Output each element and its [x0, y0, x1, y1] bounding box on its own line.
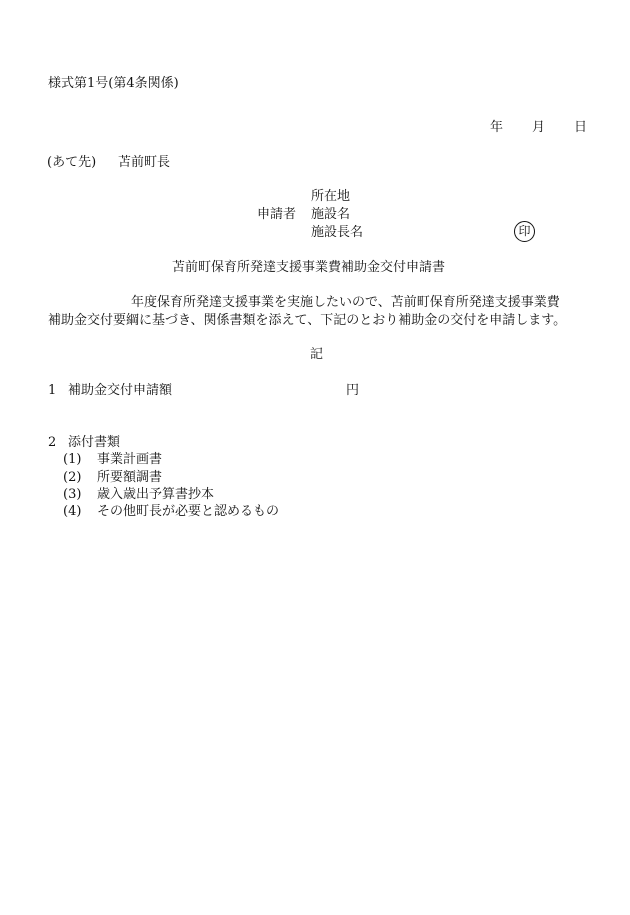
form-number: 様式第1号(第4条関係) — [48, 76, 179, 91]
applicant-facility-name-label: 施設名 — [311, 207, 351, 222]
applicant-location-label: 所在地 — [311, 189, 351, 204]
item-1-unit: 円 — [346, 383, 360, 398]
addressee-name: 苫前町長 — [118, 155, 171, 170]
body-text-line-1: 年度保育所発達支援事業を実施したいので、苫前町保育所発達支援事業費 — [131, 295, 560, 310]
attachment-1-number: (1) — [63, 452, 82, 467]
attachment-3-number: (3) — [63, 487, 82, 502]
attachment-4-label: その他町長が必要と認めるもの — [97, 504, 280, 519]
attachment-1-label: 事業計画書 — [97, 452, 163, 467]
date-month-label: 月 — [532, 120, 546, 135]
date-year-label: 年 — [490, 120, 504, 135]
attachment-2-label: 所要額調書 — [97, 470, 163, 485]
item-2-label: 添付書類 — [68, 435, 121, 450]
item-2-number: 2 — [48, 435, 57, 450]
body-text-line-2: 補助金交付要綱に基づき、関係書類を添えて、下記のとおり補助金の交付を申請します。 — [48, 313, 567, 328]
attachment-4-number: (4) — [63, 504, 82, 519]
item-1-label: 補助金交付申請額 — [68, 383, 173, 398]
item-1-number: 1 — [48, 383, 57, 398]
applicant-facility-head-label: 施設長名 — [311, 225, 364, 240]
attachment-3-label: 歳入歳出予算書抄本 — [97, 487, 215, 502]
attachment-2-number: (2) — [63, 470, 82, 485]
addressee-prefix: (あて先) — [47, 155, 97, 170]
seal-mark: 印 — [514, 221, 535, 242]
ki-heading: 記 — [310, 347, 324, 362]
document-title: 苫前町保育所発達支援事業費補助金交付申請書 — [172, 260, 446, 275]
date-day-label: 日 — [574, 120, 588, 135]
applicant-label: 申請者 — [257, 207, 297, 222]
